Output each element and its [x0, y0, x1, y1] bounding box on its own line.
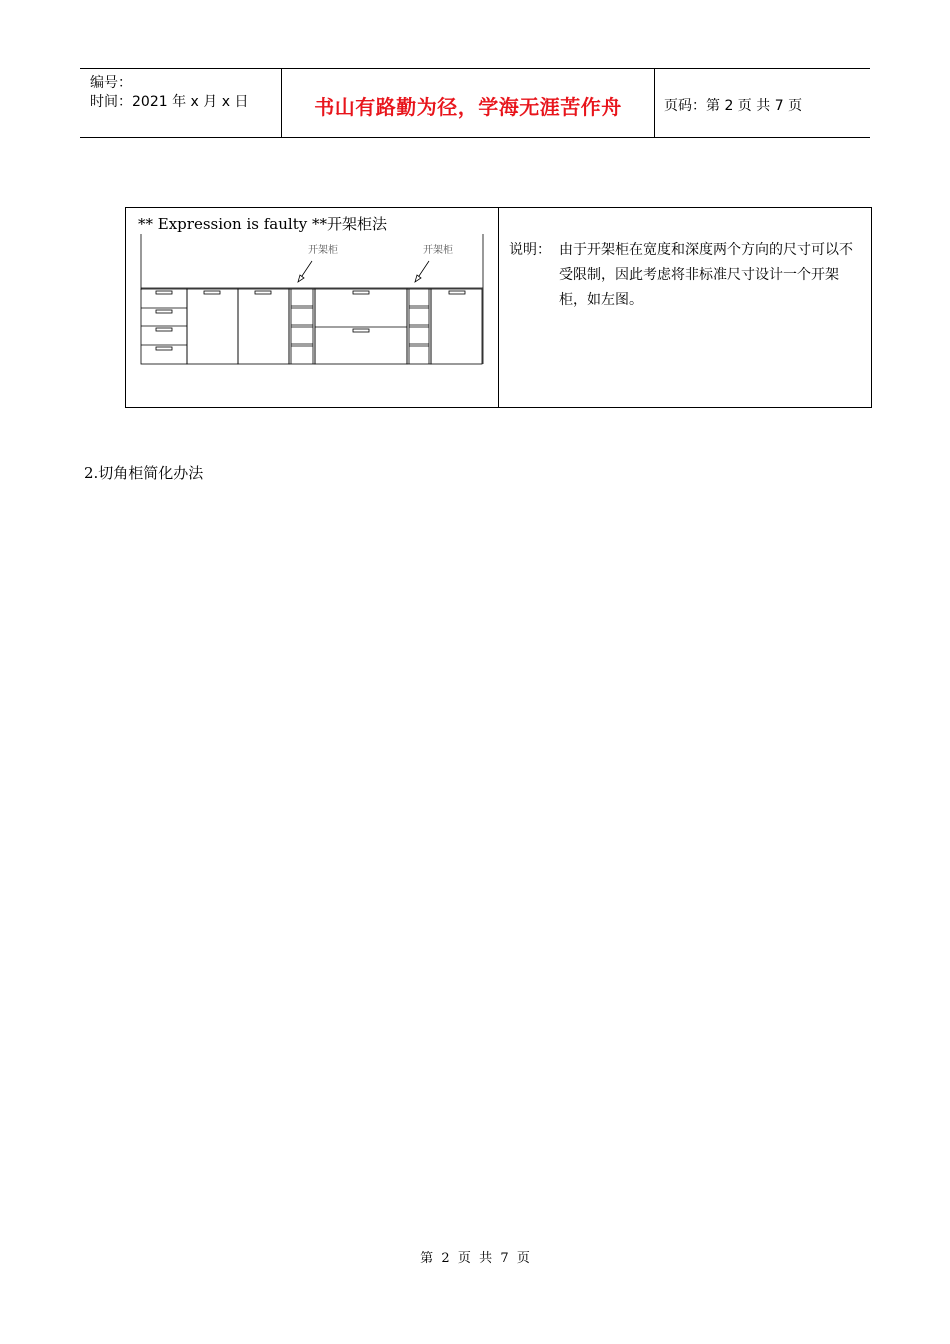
description-cell [499, 208, 871, 407]
page-footer: 第 2 页 共 7 页 [420, 1251, 530, 1266]
shelf-label-1: 开架柜 [308, 245, 338, 256]
number-label: 编号： [90, 75, 132, 91]
description-block [509, 238, 861, 313]
diagram-cell [126, 208, 499, 407]
header-meta [80, 69, 280, 137]
shelf-label-2: 开架柜 [423, 245, 453, 256]
description-prefix: 说明： [509, 242, 551, 258]
cabinet-elevation-diagram [140, 234, 484, 366]
content-table [125, 207, 872, 408]
header-page-cell [654, 69, 870, 137]
page-code: 页码：第 2 页 共 7 页 [664, 98, 803, 114]
section-heading: 2.切角柜简化办法 [84, 464, 204, 482]
page-header [80, 68, 870, 138]
time-label: 时间：2021 年 x 月 x 日 [90, 94, 249, 110]
header-motto-cell [281, 69, 655, 137]
diagram-title: ** Expression is faulty **开架柜法 [138, 215, 387, 233]
description-text: 由于开架柜在宽度和深度两个方向的尺寸可以不受限制，因此考虑将非标准尺寸设计一个开架柜，如左图。 [559, 242, 853, 308]
motto: 书山有路勤为径，学海无涯苦作舟 [314, 95, 622, 119]
